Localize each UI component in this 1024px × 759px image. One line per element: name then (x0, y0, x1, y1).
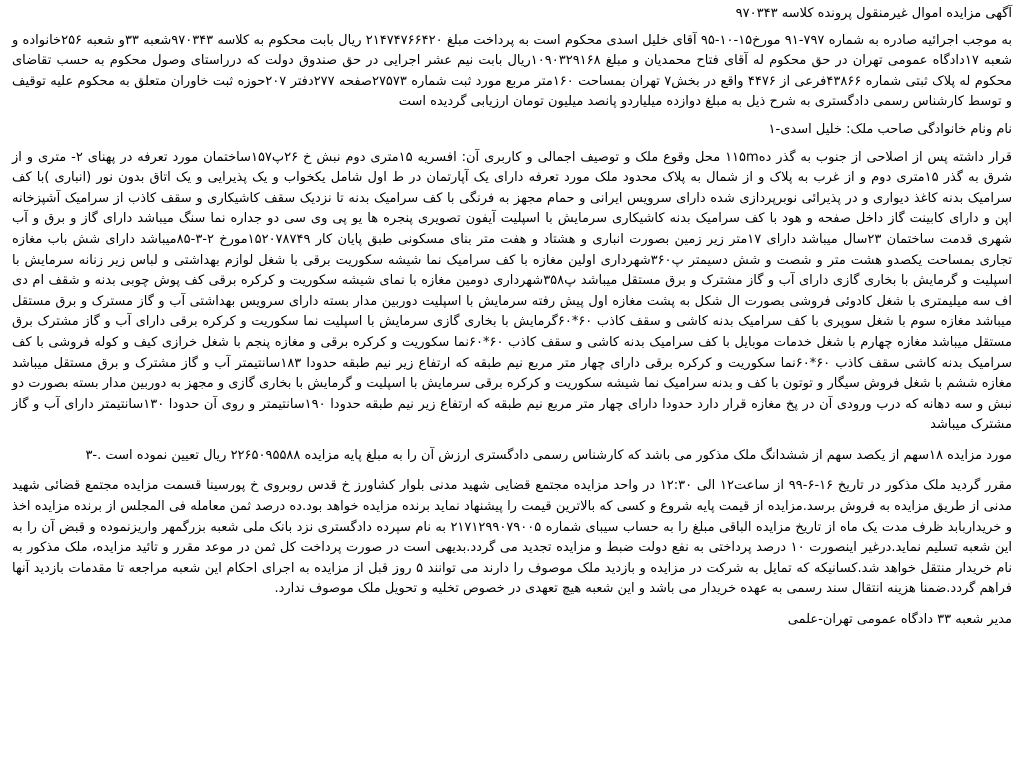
signature-line: مدیر شعبه ۳۳ دادگاه عمومی تهران-علمی (787, 612, 1012, 628)
notice-title: آگهی مزایده اموال غیرمنقول پرونده کلاسه ۹۷۰۳۴۳ (735, 6, 1012, 21)
intro-paragraph: به موجب اجرائیه صادره به شماره ۷۹۷-۹۱ مورخ۱۵-۱۰-۹۵ آقای خلیل اسدی محکوم است به پرداخت مبلغ ۲۱۴۷۴۷۶۶۴۲۰ ریال بابت محکوم به کلاسه ۹۷۰۳۴۳شعبه ۳۳و شعبه ۲۵۶خانواده و شعبه ۱۷دادگاه عمومی تهران در حق محکوم له آقای فتاح محمدیان و مبلغ ۱۰۹۰۳۲۹۱۶۸ریال بابت نیم عشر اجرایی در حق صندوق دولت که درراستای وصول محکوم به حسب تقاضای محکوم له پلاک ثبتی شماره ۴۳۸۶۶فرعی از ۴۴۷۶ واقع در بخش۷ تهران بمساحت ۱۶۰متر مربع مورد ثبت شماره ۲۷۵۷۳صفحه ۲۷۷دفتر ۲۰۷حوزه ثبت خاوران متعلق به محکوم علیه توقیف و توسط کارشناس رسمی دادگستری به شرح ذیل به مبلغ دوازده میلیاردو پانصد میلیون تومان ارزیابی گردیده است (12, 32, 1012, 110)
owner-line: نام ونام خانوادگی صاحب ملک: خلیل اسدی-۱ (768, 121, 1012, 137)
property-description: قرار داشته پس از اصلاحی از جنوب به گذر ده۱۱۵m محل وقوع ملک و توصیف اجمالی و کاربری آن: افسریه ۱۵متری دوم نبش خ ۲۶پ۱۵۷ساختمان مورد تعرفه در پهنای ۲- متری و از شرق به گذر ۱۵متری دوم و از غرب به پلاک و از شمال به پلاک محدود ملک مورد تعرفه دارای یک آپارتمان در ط اول شامل یکخواب و یک پذیرایی و یک اتاق بدون نور (انباری )با کف سرامیک بدنه کاغذ دیواری و در پذیرائی نوبرپردازی شده دارای سرویس ایرانی و حمام مجهز به فرنگی با کف سرامیک بدنه تا نزدیک سقف کاشیکاری و سقف کاذب از سرامیک آشپزخانه اپن و دارای کابینت گاز داخل صفحه و هود با کف سرامیک بدنه کاشیکاری سرمایش با اسپلیت آیفون تصویری پنجره ها یو پی وی سی دو جداره نما سنگ میباشد دارای گاز و برق و آب شهری قدمت ساختمان ۲۳سال میباشد دارای ۱۷متر زیر زمین بصورت انباری و هشتاد و هفت متر بنای مسکونی طبق پایان کار ۱۵۲۰۷۸۷۴۹مورخ ۲-۳-۸۵میباشد دارای شش باب مغازه تجاری بمساحت یکصدو هشت متر و شصت و شش دسیمتر پ۳۶۰شهرداری اولین مغازه با کف سرامیک نما شیشه سکوریت برقی با شغل لوازم بهداشتی و لباس زیر زنانه سرمایش با اسپلیت و گرمایش با بخاری گازی دارای آب و گاز مشترک و برق مستقل میباشد پ۳۵۸شهرداری دومین مغازه با نمای شیشه سکوریت و کرکره برقی کف پوش چوبی بدنه و شقف ام دی اف سه میلیمتری با شغل کادوئی فروشی بصورت ال شکل به پشت مغازه اول پیش رفته سرمایش با اسپلیت دوربین مدار بسته دارای سرویس بهداشتی آب و گاز مسترک و برق مستقل میباشد مغازه سوم با شغل سوپری با کف سرامیک بدنه کاشی و سقف کاذب ۶۰*۶۰گرمایش با بخاری گازی سرمایش با اسپلیت نما سکوریت و کرکره برقی دارای آب و گاز مشترک برق مستقل میباشد مغازه چهارم با شغل خدمات موبایل با کف سرامیک بدنه کاشی و سقف کاذب ۶۰*۶۰نما سکوریت و کرکره برقی و مغازه پنجم با شغل خرازی کیف و کوله فروشی با کف سرامیک بدنه کاشی سقف کاذب ۶۰*۶۰نما سکوریت و کرکره برقی دارای چهار متر مربع نیم طبقه که ارتفاع زیر نیم طبقه حدودا ۱۸۳سانتیمتر آب و گاز مشترک و برق مستقل میباشد مغازه ششم با شغل فروش سیگار و توتون با کف و بدنه سرامیک نما شیشه سکوریت و کرکره برقی سرمایش با اسپلیت و گرمایش با بخاری گازی و مجهز به دوربین مدار بسته بصورت دو نبش و سه دهانه که درب ورودی آن در پخ مغازه قرار دارد حدودا دارای چهار متر مربع نیم طبقه که ارتفاع زیر نیم طبقه حدودا ۱۹۰سانتیمتر و روی آن حدودا ۱۳۰سانتیمتر دارای آب و گاز مشترک میباشد (12, 149, 1013, 433)
valuation-line: مورد مزایده ۱۸سهم از یکصد سهم از ششدانگ ملک مذکور می باشد که کارشناس رسمی دادگستری ارزش آن را به مبلغ پایه مزایده ۲۲۶۵۰۹۵۵۸۸ ریال تعیین نموده است .-۳ (85, 447, 1012, 463)
auction-terms: مقرر گردید ملک مذکور در تاریخ ۱۶-۶-۹۹ از ساعت۱۲ الی ۱۲:۳۰ در واحد مزایده مجتمع قضایی شهید مدنی بلوار کشاورز خ قدس روبروی خ پورسینا قسمت مزایده مجتمع قضائی شهید مدنی از طریق مزایده به فروش برسد.مزایده از قیمت پایه شروع و کسی که بالاترین قیمت را پیشنهاد نماید برنده مزایده خواهد بود.ده درصد ثمن معامله فی المجلس از برنده مزایده اخذ و خریداربابد ظرف مدت یک ماه از تاریخ مزایده الباقی مبلغ را به حساب سیبای شماره ۲۱۷۱۲۹۹۰۷۹۰۰۵ به نام سپرده دادگستری نزد بانک ملی شعبه بزرگمهر واریزنموده و قبض آن را به این شعبه تسلیم نماید.درغیر اینصورت ۱۰ درصد پرداختی به نفع دولت ضبط و مزایده تجدید می گردد.بدیهی است در صورت پرداخت کل ثمن در موعد مقرر و تائید مزایده، ملک مذکور به نام خریدار منتقل خواهد شد.کسانیکه که تمایل به شرکت در مزایده و بازدید ملک موصوف را دارند می توانند ۵ روز قبل از مزایده به اجرای احکام این شعبه مراجعه تا مقدمات بازدید آنها فراهم گردد.ضمنا هزینه انتقال سند رسمی به عهده خریدار می باشد و این شعبه هیچ تعهدی در خصوص تخلیه و تحویل ملک موصوف ندارد. (12, 478, 1012, 597)
